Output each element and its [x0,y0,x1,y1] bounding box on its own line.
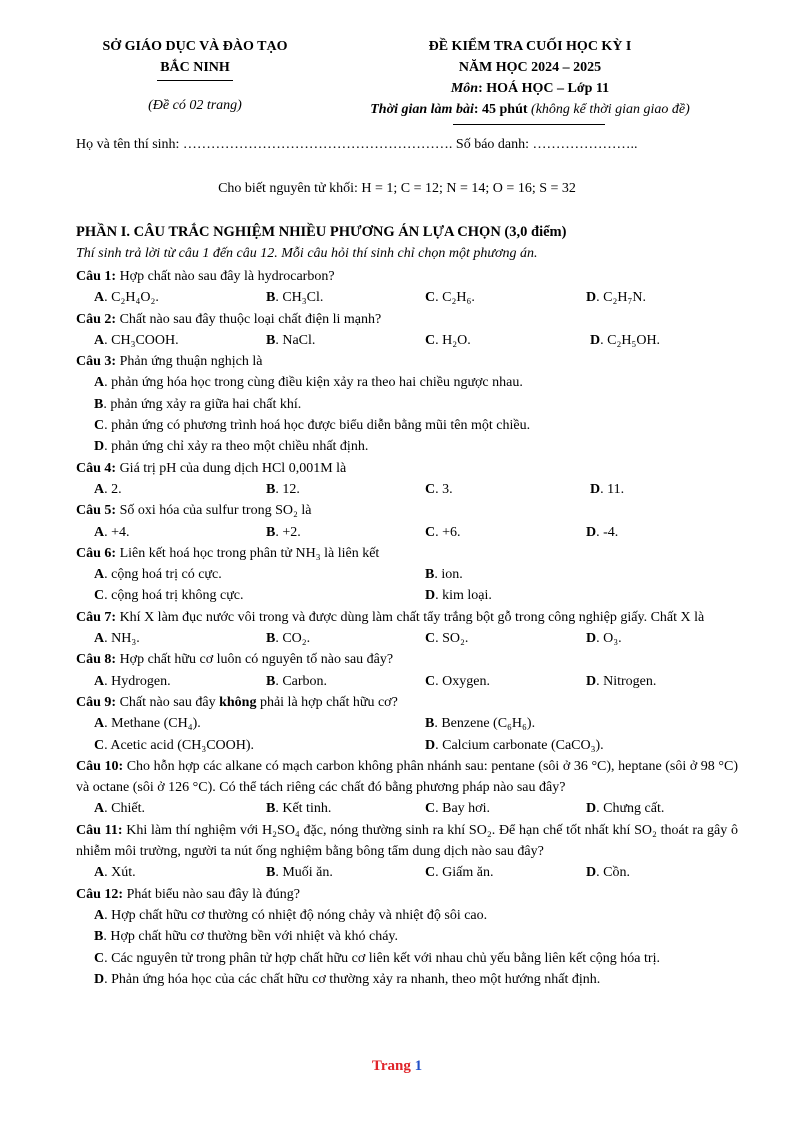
option-letter: C [425,524,436,540]
time-label: Thời gian làm bài [370,102,474,117]
option-text: 3. [442,481,453,497]
option-text: Phản ứng hóa học của các chất hữu cơ thường xảy ra nhanh, theo một hướng nhất định. [111,971,601,987]
option-d[interactable]: D. -4. [586,524,619,540]
option-text: -4. [603,524,619,540]
option-text: 12. [282,481,300,497]
time-note: (không kể thời gian giao đề) [531,102,690,117]
option-letter: C [425,290,436,306]
option-letter: B [266,332,276,348]
option-letter: C [425,801,436,817]
question-text: Cho hỗn hợp các alkane có mạch carbon không phân nhánh sau: pentane (sôi ở 36 °C), heptane (sôi ở 98 °C) và octane (sôi ở 126 °C). Có thể tách riêng các chất đó bằng phương pháp nào sau đây? [76,758,738,796]
option-a[interactable]: A. Xút. [94,865,136,881]
option-a[interactable]: A. +4. [94,524,130,540]
question-stem [76,351,738,372]
option-d[interactable]: D. Nitrogen. [586,673,657,689]
option-text: Hydrogen. [111,673,171,689]
option-text: Các nguyên tử trong phân tử hợp chất hữu cơ liên kết với nhau chủ yếu bằng liên kết cộng hóa trị. [111,950,660,966]
question-number: Câu 10: [76,758,124,774]
option-text: 11. [607,481,625,497]
section-instructions: Thí sinh trả lời từ câu 1 đến câu 12. Mỗi câu hỏi thí sinh chỉ chọn một phương án. [76,246,538,261]
option-letter: C [425,481,436,497]
option-letter: B [94,929,104,945]
footer-page-number: 1 [414,1058,423,1074]
option-text: phản ứng hóa học trong cùng điều kiện xảy ra theo hai chiều ngược nhau. [111,375,523,391]
option-a[interactable]: A. 2. [94,481,122,497]
option-text: NH₃. [111,631,140,647]
option-letter: B [94,396,104,412]
department-name: SỞ GIÁO DỤC VÀ ĐÀO TẠO [102,39,288,54]
option-text: CH₃Cl. [282,290,324,306]
question-6 [76,543,738,607]
question-text: Hợp chất hữu cơ luôn có nguyên tố nào sau đây? [116,652,394,668]
question-text: Khi làm thí nghiệm với H₂SO₄ đặc, nóng thường sinh ra khí SO₂. Để hạn chế tốt nhất khí SO₂ thoát ra gây ô nhiễm môi trường, người ta nút ống nghiệm bằng bông tẩm dung dịch nào sau đây? [76,822,738,860]
subject-label: Môn [450,81,479,96]
option-letter: A [94,481,105,497]
option-letter: D [586,290,597,306]
option-a[interactable]: A. cộng hoá trị có cực. [94,567,222,583]
option-letter: D [94,439,105,455]
option-text: ion. [441,567,463,583]
option-text: Bay hơi. [442,801,490,817]
option-c[interactable]: C. cộng hoá trị không cực. [94,588,244,604]
option-c[interactable]: C. Acetic acid (CH₃COOH). [94,737,255,753]
candidate-info-line: Họ và tên thí sinh: …………………………………………………. Số báo danh: ………………….. [76,137,638,152]
option-letter: D [586,673,597,689]
question-number: Câu 8: [76,652,117,668]
subject-line [370,78,690,99]
option-a[interactable]: A. Chiết. [94,801,145,817]
option-text: cộng hoá trị không cực. [111,588,244,604]
option-letter: D [590,481,601,497]
option-letter: A [94,907,105,923]
option-c[interactable]: C. Các nguyên tử trong phân tử hợp chất hữu cơ liên kết với nhau chủ yếu bằng liên kết cộng hóa trị. [94,950,660,966]
option-text: Oxygen. [442,673,490,689]
exam-title: ĐỀ KIỂM TRA CUỐI HỌC KỲ I [428,39,632,54]
option-text: Carbon. [282,673,328,689]
option-text: C₂H₄O₂. [111,290,159,306]
option-text: Hợp chất hữu cơ thường có nhiệt độ nóng chảy và nhiệt độ sôi cao. [111,907,488,923]
option-letter: C [94,418,105,434]
option-d[interactable]: D. Chưng cất. [586,801,665,817]
option-text: NaCl. [282,332,316,348]
option-c[interactable]: C. 3. [425,481,453,497]
option-a[interactable]: A. Hydrogen. [94,673,171,689]
option-letter: A [94,375,105,391]
option-d[interactable]: D. kim loại. [425,588,492,604]
question-number: Câu 12: [76,886,124,902]
option-letter: A [94,716,105,732]
option-letter: D [586,524,597,540]
option-text: Calcium carbonate (CaCO₃). [442,737,604,753]
option-text: Benzene (C₆H₆). [441,716,536,732]
options-row [76,287,738,308]
options-row [76,479,738,500]
option-d[interactable]: D. O₃. [586,631,622,647]
question-number: Câu 9: [76,694,117,710]
option-letter: A [94,332,105,348]
option-d[interactable]: D. Phản ứng hóa học của các chất hữu cơ thường xảy ra nhanh, theo một hướng nhất định. [94,971,601,987]
question-text: Khí X làm đục nước vôi trong và được dùng làm chất tẩy trắng bột gỗ trong công nghiệp giấy. Chất X là [116,609,705,625]
option-b[interactable]: B. Carbon. [266,673,328,689]
option-text: Nitrogen. [603,673,657,689]
options-row [76,671,738,692]
options-row [76,522,738,543]
question-stem [76,820,738,863]
option-a[interactable]: A. CH₃COOH. [94,332,179,348]
option-letter: D [425,737,436,753]
option-c[interactable]: C. SO₂. [425,631,469,647]
header-right [370,36,690,120]
option-b[interactable]: B. Kết tinh. [266,801,332,817]
question-number: Câu 7: [76,609,117,625]
option-a[interactable]: A. C₂H₄O₂. [94,290,159,306]
option-a[interactable]: A. Hợp chất hữu cơ thường có nhiệt độ nóng chảy và nhiệt độ sôi cao. [94,907,488,923]
option-letter: A [94,631,105,647]
question-3 [76,351,738,457]
option-b[interactable]: B. NaCl. [266,332,316,348]
options-row [76,798,738,819]
question-number: Câu 4: [76,460,117,476]
question-number: Câu 2: [76,311,117,327]
option-text: phản ứng xảy ra giữa hai chất khí. [110,396,302,412]
question-text: Phản ứng thuận nghịch là [116,354,263,370]
question-text: Chất nào sau đây thuộc loại chất điện li mạnh? [116,311,382,327]
question-stem [76,692,738,713]
question-number: Câu 1: [76,269,117,284]
option-letter: A [94,865,105,881]
option-letter: C [94,737,105,753]
option-letter: C [94,588,105,604]
question-text: Liên kết hoá học trong phân tử NH₃ là liên kết [116,545,380,561]
option-text: O₃. [603,631,622,647]
option-text: Kết tinh. [282,801,332,817]
options-row [76,330,738,351]
page-count-note: (Đề có 02 trang) [148,98,242,113]
option-a[interactable]: A. phản ứng hóa học trong cùng điều kiện xảy ra theo hai chiều ngược nhau. [94,375,523,391]
question-number: Câu 3: [76,354,117,370]
option-c[interactable]: C. Giấm ăn. [425,865,494,881]
option-letter: C [425,865,436,881]
option-letter: A [94,673,105,689]
question-stem [76,884,738,905]
option-a[interactable]: A. Methane (CH₄). [94,716,201,732]
question-8 [76,649,738,692]
option-text: Chiết. [111,801,145,817]
option-letter: D [425,588,436,604]
question-4 [76,458,738,501]
question-stem [76,458,738,479]
option-text: Acetic acid (CH₃COOH). [110,737,255,753]
option-b[interactable]: B. Hợp chất hữu cơ thường bền với nhiệt và khó cháy. [94,929,398,945]
option-b[interactable]: B. ion. [425,567,463,583]
question-stem [76,543,738,564]
header-right-underline [453,124,605,125]
option-b[interactable]: B. CH₃Cl. [266,290,324,306]
option-b[interactable]: B. CO₂. [266,631,311,647]
option-letter: D [586,801,597,817]
option-letter: B [266,865,276,881]
option-b[interactable]: B. Benzene (C₆H₆). [425,716,536,732]
question-number: Câu 11: [76,822,123,838]
option-letter: D [590,332,601,348]
question-12 [76,884,738,990]
question-stem [76,500,738,521]
question-stem [76,649,738,670]
question-emphasis: không [219,694,257,710]
question-7 [76,607,738,650]
question-text: Giá trị pH của dung dịch HCl 0,001M là [116,460,347,476]
option-d[interactable]: D. 11. [590,481,625,497]
question-number: Câu 5: [76,503,117,519]
subject-value: : HOÁ HỌC – Lớp 11 [478,81,610,96]
option-letter: B [266,481,276,497]
option-text: cộng hoá trị có cực. [111,567,222,583]
option-letter: B [266,631,276,647]
question-stem [76,756,738,799]
option-c[interactable]: C. H₂O. [425,332,471,348]
option-text: CO₂. [282,631,311,647]
time-value: : 45 phút [473,102,528,117]
atomic-mass-line: Cho biết nguyên tử khối: H = 1; C = 12; N = 14; O = 16; S = 32 [218,181,576,196]
option-letter: A [94,290,105,306]
option-c[interactable]: C. Oxygen. [425,673,490,689]
option-letter: B [425,716,435,732]
option-letter: C [425,332,436,348]
page-footer [0,1058,794,1075]
question-number: Câu 6: [76,545,117,561]
options-row [76,713,738,734]
question-stem [76,309,738,330]
option-text: Giấm ăn. [442,865,494,881]
option-b[interactable]: B. Muối ăn. [266,865,333,881]
option-c[interactable]: C. C₂H₆. [425,290,475,306]
option-letter: C [94,950,105,966]
question-text: Số oxi hóa của sulfur trong SO₂ là [116,503,312,519]
option-d[interactable]: D. phản ứng chỉ xảy ra theo một chiều nhất định. [94,439,369,455]
option-b[interactable]: B. phản ứng xảy ra giữa hai chất khí. [94,396,302,412]
option-text: H₂O. [442,332,471,348]
options-row [76,585,738,606]
question-text: Hợp chất nào sau đây là hydrocarbon? [116,269,335,284]
option-text: phản ứng có phương trình hoá học được biểu diễn bằng mũi tên một chiều. [111,418,531,434]
option-text: C₂H₆. [442,290,475,306]
option-letter: D [586,865,597,881]
option-a[interactable]: A. NH₃. [94,631,140,647]
option-letter: A [94,801,105,817]
footer-page-word: Trang [371,1058,411,1074]
option-text: Muối ăn. [282,865,333,881]
question-5 [76,500,738,543]
option-letter: D [94,971,105,987]
option-c[interactable]: C. Bay hơi. [425,801,490,817]
option-text: C₂H₇N. [603,290,646,306]
option-c[interactable]: C. phản ứng có phương trình hoá học được biểu diễn bằng mũi tên một chiều. [94,418,531,434]
option-c[interactable]: C. +6. [425,524,461,540]
option-d[interactable]: D. C₂H₅OH. [590,332,661,348]
province-name: BẮC NINH [160,60,230,75]
option-text: CH₃COOH. [111,332,179,348]
option-text: +4. [111,524,130,540]
option-letter: B [425,567,435,583]
option-text: Methane (CH₄). [111,716,201,732]
option-text: kim loại. [442,588,492,604]
options-row [76,862,738,883]
option-letter: B [266,673,276,689]
question-text: phải là hợp chất hữu cơ? [256,694,398,710]
question-9 [76,692,738,756]
question-10 [76,756,738,820]
question-text: Chất nào sau đây [116,694,220,710]
option-letter: B [266,524,276,540]
option-letter: C [425,673,436,689]
option-text: Chưng cất. [603,801,665,817]
question-stem [76,607,738,628]
header-left-underline [157,80,233,81]
option-d[interactable]: D. Calcium carbonate (CaCO₃). [425,737,604,753]
question-1 [76,266,738,309]
option-b[interactable]: B. 12. [266,481,300,497]
options-row [76,735,738,756]
option-text: C₂H₅OH. [607,332,661,348]
option-letter: B [266,290,276,306]
option-d[interactable]: D. Cồn. [586,865,630,881]
section-title: PHẦN I. CÂU TRẮC NGHIỆM NHIỀU PHƯƠNG ÁN LỰA CHỌN (3,0 điểm) [76,224,567,240]
question-text: Phát biểu nào sau đây là đúng? [123,886,300,902]
option-text: Xút. [111,865,136,881]
option-text: +6. [442,524,461,540]
header-left [60,36,330,116]
option-letter: D [586,631,597,647]
option-letter: C [425,631,436,647]
option-text: Hợp chất hữu cơ thường bền với nhiệt và khó cháy. [110,929,398,945]
options-row [76,564,738,585]
question-11 [76,820,738,884]
question-stem [76,266,738,287]
option-letter: A [94,524,105,540]
time-line [370,99,690,120]
option-text: +2. [282,524,301,540]
school-year: NĂM HỌC 2024 – 2025 [458,60,602,75]
question-2 [76,309,738,352]
option-text: 2. [111,481,122,497]
question-list [76,266,738,990]
options-row [76,628,738,649]
option-text: Cồn. [603,865,630,881]
option-letter: B [266,801,276,817]
option-d[interactable]: D. C₂H₇N. [586,290,646,306]
option-text: SO₂. [442,631,469,647]
option-text: phản ứng chỉ xảy ra theo một chiều nhất định. [111,439,369,455]
option-b[interactable]: B. +2. [266,524,301,540]
option-letter: A [94,567,105,583]
